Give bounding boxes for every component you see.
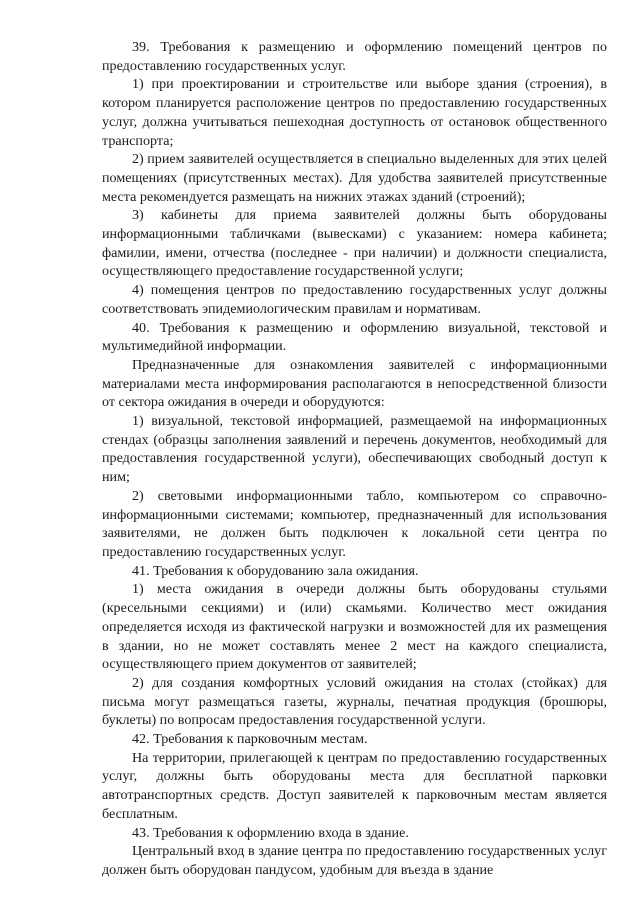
- section-41-heading: 41. Требования к оборудованию зала ожидания.: [132, 562, 419, 579]
- section-42-heading: 42. Требования к парковочным местам.: [132, 731, 368, 748]
- section-39-item-4: 4) помещения центров по предоставлению государственных услуг должны соответствовать эпидемиологическим правилам и нормативам.: [102, 282, 607, 317]
- section-40-intro: Предназначенные для ознакомления заявителей с информационными материалами места информирования располагаются в непосредственной близости от сектора ожидания в очереди и оборудуются:: [102, 356, 607, 411]
- section-41-item-2: 2) для создания комфортных условий ожидания на столах (стойках) для письма могут размещаться газеты, журналы, печатная продукция (брошюры, буклеты) по вопросам предоставления государственной услуги.: [102, 674, 607, 729]
- section-39-heading: 39. Требования к размещению и оформлению помещений центров по предоставлению государственных услуг.: [102, 39, 607, 74]
- section-40-item-2: 2) световыми информационными табло, компьютером со справочно-информационными системами; компьютер, предназначенный для использования заявителями, не должен быть подключен к локальной сети центра по предоставлению государственных услуг.: [102, 487, 607, 560]
- section-42-body: На территории, прилегающей к центрам по предоставлению государственных услуг, должны быть оборудованы места для бесплатной парковки автотранспортных средств. Доступ заявителей к парковочным местам является бесплатным.: [102, 749, 607, 822]
- section-43-heading: 43. Требования к оформлению входа в здание.: [132, 824, 409, 841]
- section-39-item-3: 3) кабинеты для приема заявителей должны быть оборудованы информационными табличками (вывесками) с указанием: номера кабинета; фамилии, имени, отчества (последнее - при наличии) и должности специалиста, осуществляющего предоставление государственной услуги;: [102, 207, 607, 280]
- section-41-item-1: 1) места ожидания в очереди должны быть оборудованы стульями (кресельными секциями) и (или) скамьями. Количество мест ожидания определяется исходя из фактической нагрузки и возможностей для их размещения в здании, но не может составлять менее 2 мест на каждого специалиста, осуществляющего прием документов от заявителей;: [102, 581, 607, 673]
- document-body: [102, 38, 607, 880]
- section-40-heading: 40. Требования к размещению и оформлению визуальной, текстовой и мультимедийной информации.: [102, 319, 607, 355]
- section-43-body: Центральный вход в здание центра по предоставлению государственных услуг должен быть оборудован пандусом, удобным для въезда в здание: [102, 843, 607, 878]
- section-40-item-1: 1) визуальной, текстовой информацией, размещаемой на информационных стендах (образцы заполнения заявлений и перечень документов, необходимый для предоставления государственной услуги), обеспечивающих свободный доступ к ним;: [102, 413, 607, 486]
- section-39-item-2: 2) прием заявителей осуществляется в специально выделенных для этих целей помещениях (присутственных местах). Для удобства заявителей присутственные места рекомендуется размещать на нижних этажах зданий (строений);: [102, 151, 607, 205]
- section-39-item-1: 1) при проектировании и строительстве или выборе здания (строения), в котором планируется расположение центров по предоставлению государственных услуг, должна учитываться пешеходная доступность от остановок общественного транспорта;: [102, 76, 607, 149]
